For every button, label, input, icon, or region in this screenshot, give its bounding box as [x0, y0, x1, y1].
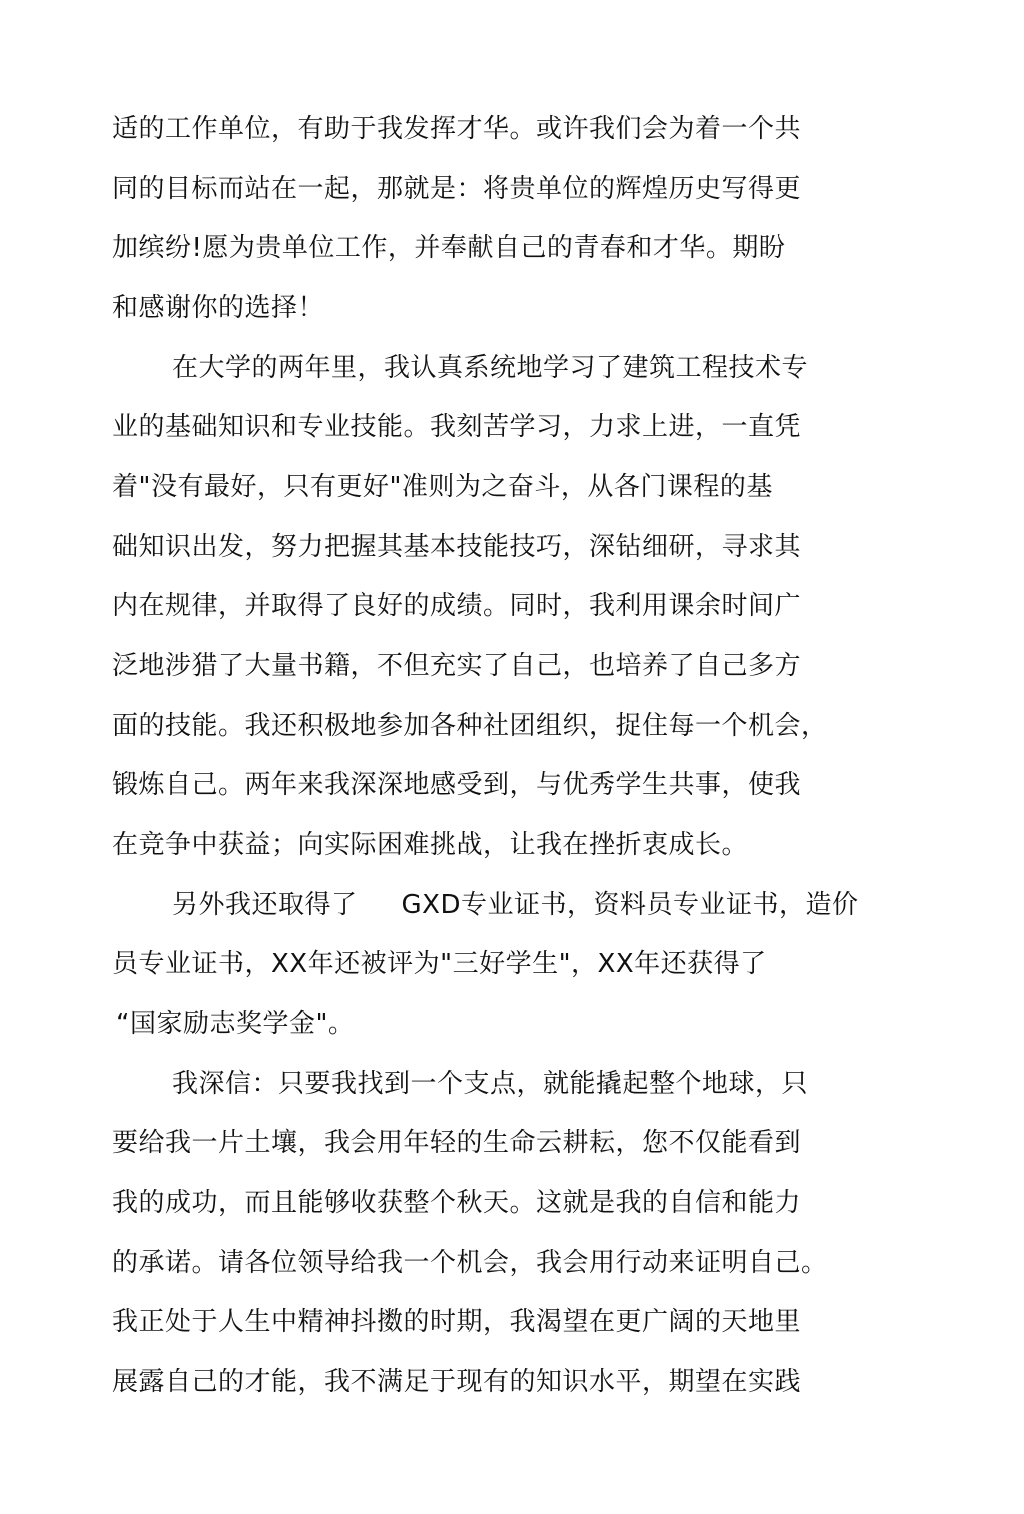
paragraph-line: 展露自己的才能，我不满足于现有的知识水平，期望在实践	[112, 1367, 802, 1397]
paragraph-line: 面的技能。我还积极地参加各种社团组织，捉住每一个机会，	[112, 711, 828, 741]
paragraph-line: “国家励志奖学金"。	[116, 1009, 355, 1039]
paragraph-line: 和感谢你的选择！	[112, 293, 325, 323]
paragraph-line: 业的基础知识和专业技能。我刻苦学习，力求上进，一直凭	[112, 412, 802, 442]
paragraph-line: 我正处于人生中精神抖擞的时期，我渴望在更广阔的天地里	[112, 1307, 802, 1337]
paragraph-line: 同的目标而站在一起，那就是：将贵单位的辉煌历史写得更	[112, 174, 802, 204]
paragraph-line: 员专业证书，XX年还被评为"三好学生"，XX年还获得了	[112, 949, 767, 979]
paragraph-line: 着"没有最好，只有更好"准则为之奋斗，从各门课程的基	[112, 472, 773, 502]
paragraph-line: 锻炼自己。两年来我深深地感受到，与优秀学生共事，使我	[112, 770, 802, 800]
paragraph-line: 在大学的两年里，我认真系统地学习了建筑工程技术专	[172, 353, 809, 383]
paragraph-line	[172, 885, 859, 925]
paragraph-line: 内在规律，并取得了良好的成绩。同时，我利用课余时间广	[112, 591, 802, 621]
paragraph-line: 的承诺。请各位领导给我一个机会，我会用行动来证明自己。	[112, 1248, 828, 1278]
paragraph-line: 础知识出发，努力把握其基本技能技巧，深钻细研，寻求其	[112, 532, 802, 562]
paragraph-line: 我深信：只要我找到一个支点，就能撬起整个地球，只	[172, 1069, 809, 1099]
paragraph-line: 要给我一片土壤，我会用年轻的生命云耕耘，您不仅能看到	[112, 1128, 802, 1158]
paragraph-line: 在竞争中获益；向实际困难挑战，让我在挫折衷成长。	[112, 830, 749, 860]
paragraph-line: 泛地涉猎了大量书籍，不但充实了自己，也培养了自己多方	[112, 651, 802, 681]
paragraph-line: 加缤纷!愿为贵单位工作，并奉献自己的青春和才华。期盼	[112, 233, 786, 263]
paragraph-line: 我的成功，而且能够收获整个秋天。这就是我的自信和能力	[112, 1188, 802, 1218]
text-span: 另外我还取得了	[172, 890, 358, 920]
paragraph-line: 适的工作单位，有助于我发挥才华。或许我们会为着一个共	[112, 114, 802, 144]
text-span: GXD专业证书，资料员专业证书，造价	[401, 890, 859, 920]
